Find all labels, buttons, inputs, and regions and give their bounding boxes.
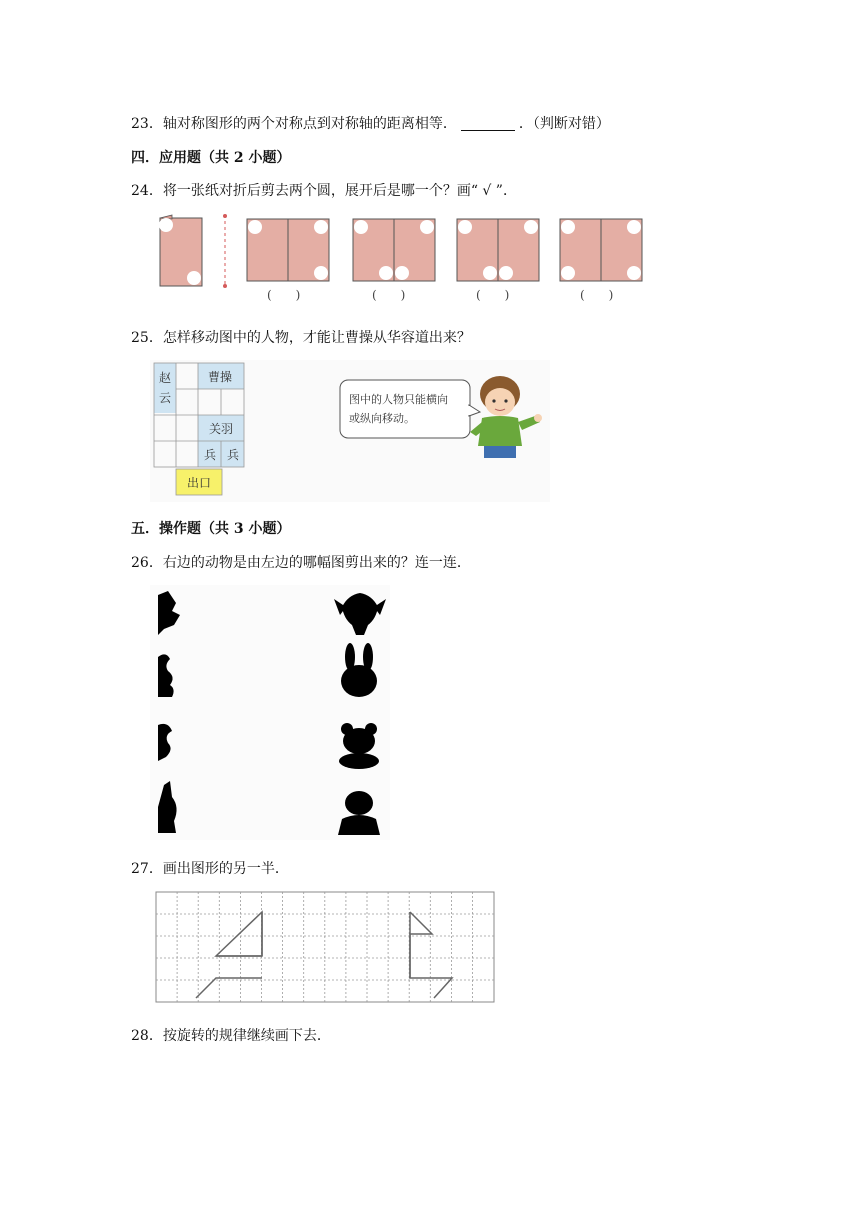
answer-paren-1[interactable]: ( ): [267, 288, 301, 302]
folded-paper-figure: [152, 211, 664, 309]
symmetry-grid-figure: [152, 888, 498, 1008]
label-soldier-1: 兵: [204, 448, 217, 462]
question-number: 23．: [131, 116, 163, 132]
option-1[interactable]: [247, 219, 329, 281]
question-number: 24．: [131, 183, 163, 199]
question-text: 将一张纸对折后剪去两个圆，展开后是哪一个？画“ √ ”．: [162, 183, 517, 199]
question-text: 右边的动物是由左边的哪幅图剪出来的？连一连．: [162, 555, 471, 571]
label-exit: 出口: [187, 476, 212, 490]
section-heading-4: 四．应用题（共 2 小题）: [131, 150, 291, 166]
answer-paren-4[interactable]: ( ): [580, 288, 614, 302]
folded-paper: [159, 215, 202, 286]
label-cao-cao: 曹操: [208, 370, 233, 384]
question-number: 25．: [131, 330, 163, 346]
question-text: 画出图形的另一半．: [162, 861, 289, 877]
question-28: [131, 1025, 331, 1045]
fold-line: [223, 214, 227, 288]
answer-blank[interactable]: [461, 116, 515, 131]
question-26: [131, 552, 471, 572]
answer-paren-3[interactable]: ( ): [476, 288, 510, 302]
question-27: [131, 858, 289, 878]
speech-line-1: 图中的人物只能横向: [349, 393, 448, 406]
label-guan-yu: 关羽: [209, 422, 234, 436]
question-number: 27．: [131, 861, 163, 877]
section-heading-5: 五．操作题（共 3 小题）: [131, 521, 291, 537]
question-text: 怎样移动图中的人物，才能让曹操从华容道出来？: [162, 330, 471, 346]
speech-line-2: 或纵向移动。: [349, 412, 415, 425]
speech-bubble: [340, 380, 480, 438]
label-soldier-2: 兵: [227, 448, 240, 462]
label-yun: 云: [159, 391, 172, 405]
question-text: 轴对称图形的两个对称点到对称轴的距离相等．: [162, 116, 457, 132]
question-24: [131, 180, 517, 200]
panda-silhouette[interactable]: [339, 723, 379, 769]
animal-silhouette-figure: [150, 585, 390, 840]
question-23: [131, 113, 610, 133]
question-number: 26．: [131, 555, 163, 571]
option-3[interactable]: [457, 219, 539, 281]
label-zhao: 赵: [159, 371, 172, 385]
question-25: [131, 327, 471, 347]
answer-paren-2[interactable]: ( ): [372, 288, 406, 302]
question-number: 28．: [131, 1028, 163, 1044]
option-4[interactable]: [560, 219, 642, 281]
option-2[interactable]: [353, 219, 435, 281]
huarong-road-figure: [150, 360, 550, 502]
question-text: 按旋转的规律继续画下去．: [162, 1028, 331, 1044]
question-suffix: ．（判断对错）: [518, 116, 610, 132]
